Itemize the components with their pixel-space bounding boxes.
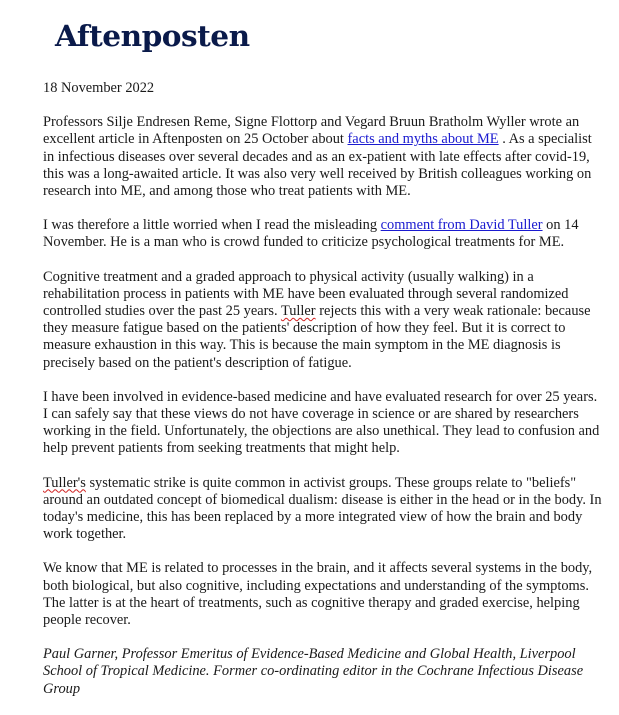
paragraph-1-rest: . As a specialist in infectious diseases over several decades and as an ex-patient with late effects after covid-19, this was a long-awaited article. It was also very well received by British colleagues working on research into ME, and among those who treat patients with ME. <box>43 131 592 200</box>
article-body <box>43 80 605 715</box>
aftenposten-logo: Aftenposten <box>55 19 250 53</box>
article-date: 18 November 2022 <box>43 80 155 96</box>
paragraph-5-rest: systematic strike is quite common in activist groups. These groups relate to "beliefs" around an outdated concept of biomedical dualism: disease is either in the head or in the body. In today's medicine, this has been replaced by a more integrated view of how the brain and body work together. <box>43 474 602 543</box>
paragraph-3-part2: rejects this with a very weak rationale: because they measure fatigue based on the patients' description of how they feel. But it is correct to measure exhaustion in this way. This is because the main symptom in the ME diagnosis is precisely based on the patient's description of fatigue. <box>43 303 591 371</box>
paragraph-4: I have been involved in evidence-based medicine and have evaluated research for over 25 years. I can safely say that these views do not have coverage in science or are shared by researchers working in the field. Unfortunately, the objections are also unethical. They lead to confusion and help prevent patients from seeking treatments that might help. <box>43 388 600 457</box>
paragraph-1 <box>43 114 605 200</box>
paragraph-1-intro: Professors Silje Endresen Reme, Signe Flottorp and Vegard Bruun Bratholm Wyller wrote an excellent article in Aftenposten on 25 October about <box>43 114 580 148</box>
tullers-spellcheck-word: Tuller's <box>43 474 86 491</box>
paragraph-2-rest: on 14 November. He is a man who is crowd funded to criticize psychological treatments for ME. <box>43 217 579 251</box>
paragraph-2-intro: I was therefore a little worried when I read the misleading <box>43 217 381 234</box>
facts-and-myths-link[interactable]: facts and myths about ME <box>347 131 499 148</box>
paragraph-5 <box>43 475 605 544</box>
tuller-spellcheck-word: Tuller <box>280 303 316 320</box>
paragraph-3 <box>43 269 605 372</box>
paragraph-3-part1: Cognitive treatment and a graded approach to physical activity (usually walking) in a rehabilitation process in patients with ME have been evaluated through several randomized controlled studies over the past 25 years. <box>43 268 569 320</box>
paragraph-2 <box>43 217 605 251</box>
david-tuller-comment-link[interactable]: comment from David Tuller <box>380 217 543 234</box>
paragraph-6: We know that ME is related to processes in the brain, and it affects several systems in the body, both biological, but also cognitive, including expectations and understanding of the symptoms. The latter is at the heart of treatments, such as cognitive therapy and graded exercise, helping people recover. <box>43 560 593 629</box>
author-signature: Paul Garner, Professor Emeritus of Evidence-Based Medicine and Global Health, Liverpool School of Tropical Medicine. Former co-ordinating editor in the Cochrane Infectious Disease Group <box>43 646 584 697</box>
